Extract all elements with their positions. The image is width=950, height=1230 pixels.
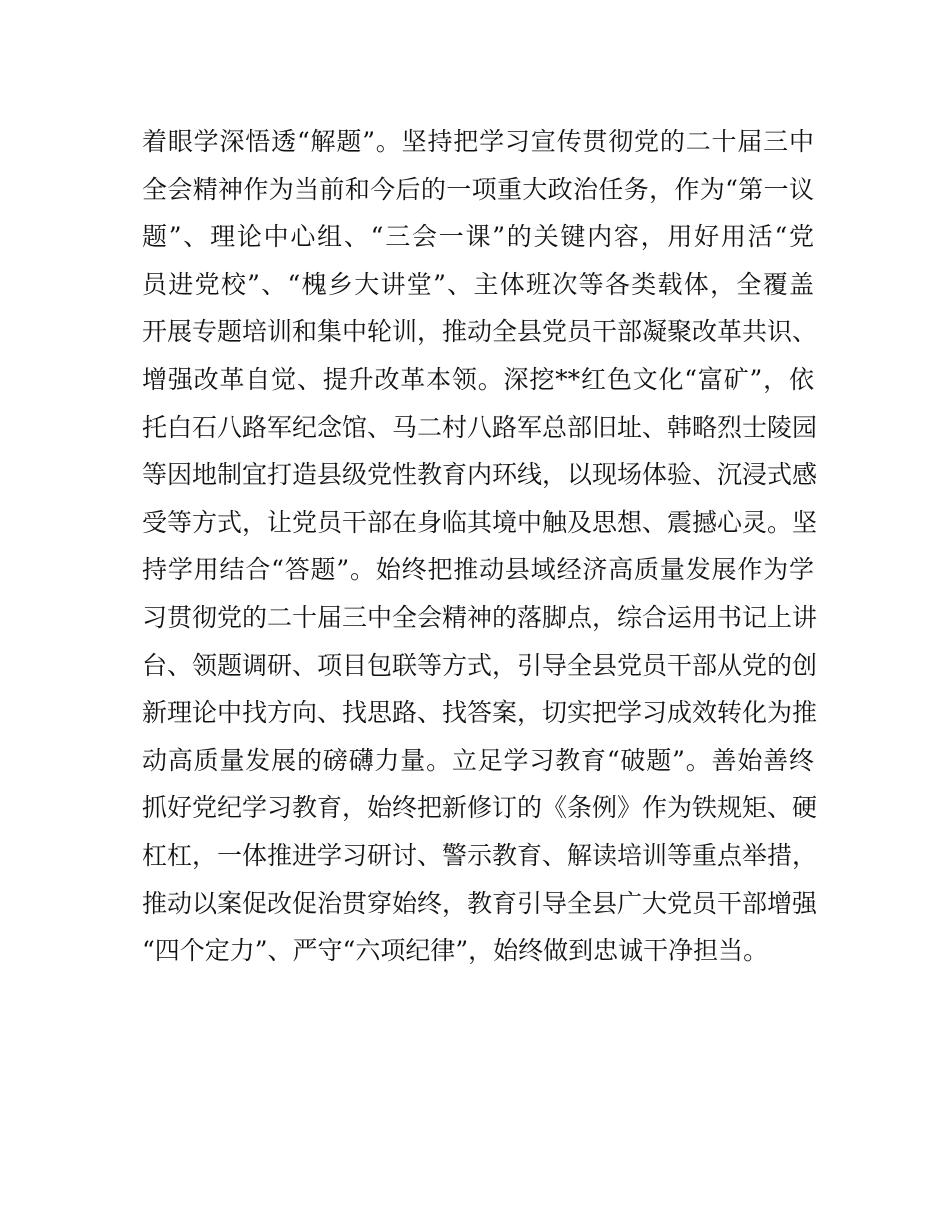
text-line: 增强改革自觉、提升改革本领。深挖**红色文化“富矿”，依 xyxy=(142,364,814,394)
text-line: 着眼学深悟透“解题”。坚持把学习宣传贯彻党的二十届三中 xyxy=(142,127,814,156)
text-line: 托白石八路军纪念馆、马二村八路军总部旧址、韩略烈士陵园 xyxy=(142,412,818,442)
text-line: 新理论中找方向、找思路、找答案，切实把学习成效转化为推 xyxy=(142,698,818,728)
text-line: 全会精神作为当前和今后的一项重大政治任务，作为“第一议 xyxy=(142,174,814,204)
text-line: 开展专题培训和集中轮训，推动全县党员干部凝聚改革共识、 xyxy=(142,317,818,347)
text-line: 杠杠，一体推进学习研讨、警示教育、解读培训等重点举措， xyxy=(142,840,818,870)
body-paragraph xyxy=(142,118,818,975)
text-line: 抓好党纪学习教育，始终把新修订的《条例》作为铁规矩、硬 xyxy=(142,793,818,823)
text-line: 员进党校”、“槐乡大讲堂”、主体班次等各类载体，全覆盖 xyxy=(142,269,814,299)
text-line: 题”、理论中心组、“三会一课”的关键内容，用好用活“党 xyxy=(142,222,814,252)
text-line: 习贯彻党的二十届三中全会精神的落脚点，综合运用书记上讲 xyxy=(142,602,818,632)
text-line: 等因地制宜打造县级党性教育内环线，以现场体验、沉浸式感 xyxy=(142,460,818,490)
text-line: 持学用结合“答题”。始终把推动县域经济高质量发展作为学 xyxy=(142,555,814,585)
text-line: 推动以案促改促治贯穿始终，教育引导全县广大党员干部增强 xyxy=(142,888,818,918)
text-line: 动高质量发展的磅礴力量。立足学习教育“破题”。善始善终 xyxy=(142,745,814,775)
text-line: “四个定力”、严守“六项纪律”，始终做到忠诚干净担当。 xyxy=(142,936,769,966)
text-line: 受等方式，让党员干部在身临其境中触及思想、震撼心灵。坚 xyxy=(142,507,818,537)
text-line: 台、领题调研、项目包联等方式，引导全县党员干部从党的创 xyxy=(142,650,818,680)
